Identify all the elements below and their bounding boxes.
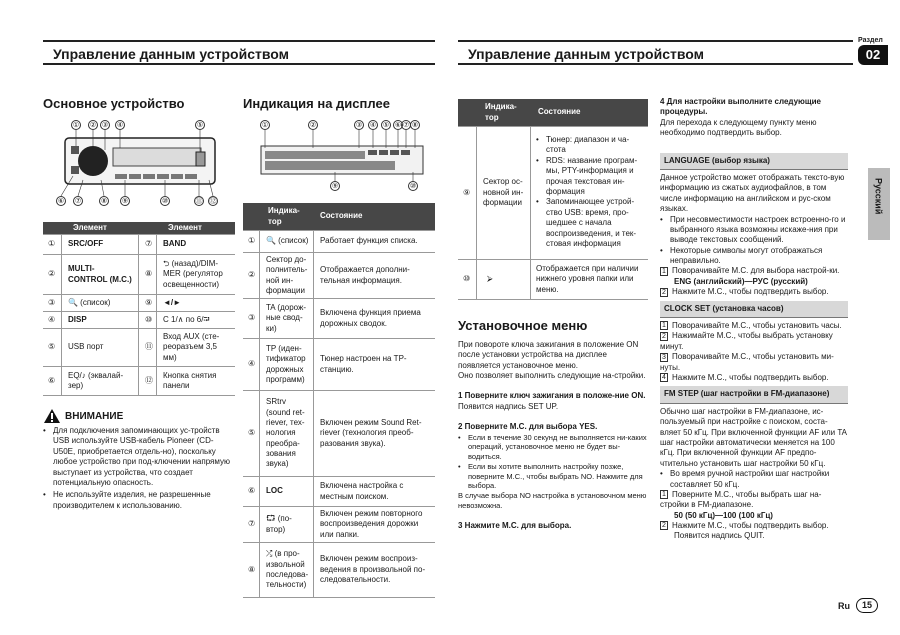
callout-1: ① <box>72 122 80 129</box>
callout-4: ④ <box>116 122 124 129</box>
table-row: ⑥ LOC Включена настройка с местным поиском. <box>243 477 435 507</box>
warning-icon <box>43 408 61 424</box>
callout-7: ⑦ <box>74 198 82 205</box>
page-header-left: Управление данным устройством <box>43 40 435 65</box>
table-row: ⑨ Сектор ос-новной ин-формации • Тюнер: диапазон и ча-стота • RDS: название програм-мы, PTY-информация и прочая текстовая ин-формация • Запоминающее устрой-ство USB: время, про-шедшее с начала воспроизведения, и тек-стовая информация <box>458 127 648 260</box>
callout-2: ② <box>89 122 97 129</box>
callout-5: ⑤ <box>196 122 204 129</box>
language-tab: Русский <box>868 168 890 240</box>
callout-3: ③ <box>101 122 109 129</box>
footer-lang: Ru <box>838 601 850 611</box>
language-section-header: LANGUAGE (выбор языка) <box>660 153 848 170</box>
callout-6: ⑥ <box>57 198 65 205</box>
table-row: ① SRC/OFF ⑦ BAND <box>43 235 235 255</box>
callout-8: ⑧ <box>100 198 108 205</box>
section-label: Раздел <box>858 37 883 44</box>
fm-step-section-header: FM STEP (шаг настройки в FM-диапазоне) <box>660 386 848 403</box>
table-row: ⑤ USB порт ⑪ Вход AUX (сте-реоразъем 3,5 мм) <box>43 329 235 367</box>
display-title: Индикация на дисплее <box>243 96 390 111</box>
clock-section-header: CLOCK SET (установка часов) <box>660 301 848 318</box>
main-unit-title: Основное устройство <box>43 96 185 111</box>
table-row: ① 🔍 (список) Работает функция списка. <box>243 231 435 253</box>
callout-10: ⑩ <box>161 198 169 205</box>
display-table: Индика-тор Состояние ① 🔍 (список) Работает функция списка. ② Сектор до-полнитель-ной ин-формации Отображается дополни-тельная информация. ③ TA (дорож-ные свод-ки) Включена функция приема дорожных сводок. ④ TP (иден-тификатор дорожных программ) Тюнер настроен на TP-станцию. ⑤ SRtrv (sound ret-riever, тех-нология преобра-зования звука) Включен режим Sound Ret-riever (технология преоб-разования звука). ⑥ LOC Включена настройка с местным поиском. ⑦ ⮔ (по-втор) Включен режим повторного воспроизведения дорожки или папки. ⑧ ⤮ (в про-извольной последова-тельности) Включен режим воспроиз-ведения в произвольной по-следовательности. <box>243 203 435 598</box>
table-row: ③ 🔍 (список) ⑨ ◄/► <box>43 295 235 312</box>
settings-column: 4 Для настройки выполните следующие процедуры. Для перехода к следующему пункту меню необходимо подтвердить выбор. LANGUAGE (выбор языка) Данное устройство может отображать тексто-вую информацию из сжатых аудиофайлов, в том числе информацию на английском и рус-ском языках. • При несовместимости настроек встроенно-го и выбранного языка возможны искаже-ния при выводе текстовых сообщений. • Некоторые символы могут отображаться неправильно. 1 Поворачивайте M.C. для выбора настрой-ки. ENG (английский)—РУС (русский) 2 Нажмите M.C., чтобы подтвердить выбор. CLOCK SET (установка часов) 1 Поворачивайте M.C., чтобы установить часы. 2 Нажимайте M.C., чтобы выбрать установку минут. 3 Поворачивайте M.C., чтобы установить ми-нуты. 4 Нажмите M.C., чтобы подтвердить выбор. FM STEP (шаг настройки в FM-диапазоне) Обычно шаг настройки в FM-диапазоне, ис-пользуемый при настройке с поиском, соста-вляет 50 кГц. При включенной функции AF или TA шаг настройки автоматически меняется на 100 кГц. При включенной функции AF предпо-чтительно установить шаг настройки 50 кГц. • Во время ручной настройки шаг настройки составляет 50 кГц. 1 Поверните M.C., чтобы выбрать шаг на-стройки в FM-диапазоне. 50 (50 кГц)—100 (100 кГц) 2 Нажмите M.C., чтобы подтвердить выбор. Появится надпись QUIT. <box>660 97 847 541</box>
warning-block: ВНИМАНИЕ • Для подключения запоминающих ус-тройств USB используйте USB-кабель Pioneer (CD-U50E, приобретается отдель-но), поскольку любое устройство при под-ключении напрямую выступает из устройства, что создает потенциальную опасность. • Не используйте изделия, не разрешенные производителем к использованию. <box>43 408 233 511</box>
callout-11: ⑪ <box>195 198 203 205</box>
setup-section: Установочное меню При повороте ключа зажигания в положение ON после установки устройства на дисплее появляется установочное меню. Оно позволяет выполнить следующие на-стройки. 1 Поверните ключ зажигания в положе-ние ON. Появится надпись SET UP. 2 Поверните M.C. для выбора YES. • Если в течение 30 секунд не выполняется ни-каких операций, установочное меню не будет вы-водиться. • Если вы хотите выполнить настройку позже, поверните M.C., чтобы выбрать NO. Нажмите для выбора. В случае выбора NO настройка в установочном меню невозможна. 3 Нажмите M.C. для выбора. <box>458 318 647 530</box>
main-unit-table: Элемент Элемент ① SRC/OFF ⑦ BAND ② MULTI-CONTROL (M.C.) ⑧ ⮌ (назад)/DIM-MER (регулятор освещенности) ③ 🔍 (список) ⑨ ◄/► ④ DISP ⑩ С 1/∧ по 6/⮒ ⑤ USB порт ⑪ Вход AUX (сте-реоразъем 3,5 мм) ⑥ EQ/♪ (эквалай-зер) ⑫ Кнопка снятия панели <box>43 222 235 396</box>
warning-item: Не используйте изделия, не разрешенные производителем к использованию. <box>53 490 211 510</box>
head-unit-illustration <box>43 118 233 208</box>
table-row: ④ DISP ⑩ С 1/∧ по 6/⮒ <box>43 312 235 329</box>
table-row: ⑦ ⮔ (по-втор) Включен режим повторного воспроизведения дорожки или папки. <box>243 507 435 543</box>
callout-9: ⑨ <box>121 198 129 205</box>
callout-12: ⑫ <box>209 198 217 205</box>
table-row: ② Сектор до-полнитель-ной ин-формации Отображается дополни-тельная информация. <box>243 253 435 299</box>
display-illustration: ① ② ③ ④ ⑤ ⑥ ⑦ ⑧ ⑨ ⑩ <box>243 118 433 194</box>
table-row: ⑩ ⮚ Отображается при наличии нижнего уровня папки или меню. <box>458 260 648 300</box>
setup-title: Установочное меню <box>458 318 588 333</box>
table-row: ⑧ ⤮ (в про-извольной последова-тельности) Включен режим воспроиз-ведения в произвольной по-следовательности. <box>243 543 435 598</box>
table-row: ⑥ EQ/♪ (эквалай-зер) ⑫ Кнопка снятия панели <box>43 367 235 396</box>
page-number: 15 <box>856 598 878 613</box>
table-row: ② MULTI-CONTROL (M.C.) ⑧ ⮌ (назад)/DIM-MER (регулятор освещенности) <box>43 255 235 295</box>
display-table-continued: Индика-тор Состояние ⑨ Сектор ос-новной ин-формации • Тюнер: диапазон и ча-стота • RDS: название програм-мы, PTY-информация и прочая текстовая ин-формация • Запоминающее устрой-ство USB: время, про-шедшее с начала воспроизведения, и тек-стовая информация ⑩ ⮚ Отображается при наличии нижнего уровня папки или меню. <box>458 99 648 300</box>
page-header-right: Управление данным устройством <box>458 40 853 65</box>
folder-level-icon: ⮚ <box>487 274 493 284</box>
section-badge: 02 <box>858 45 888 65</box>
warning-item: Для подключения запоминающих ус-тройств USB используйте USB-кабель Pioneer (CD-U50E, приобретается отдель-но), поскольку любое устройство при под-ключении напрямую выступает из устройства, что создает потенциальную опасность. <box>53 426 230 487</box>
table-row: ⑤ SRtrv (sound ret-riever, тех-нология преобра-зования звука) Включен режим Sound Ret-riever (технология преоб-разования звука). <box>243 391 435 477</box>
table-row: ④ TP (иден-тификатор дорожных программ) Тюнер настроен на TP-станцию. <box>243 339 435 391</box>
table-row: ③ TA (дорож-ные свод-ки) Включена функция приема дорожных сводок. <box>243 299 435 339</box>
